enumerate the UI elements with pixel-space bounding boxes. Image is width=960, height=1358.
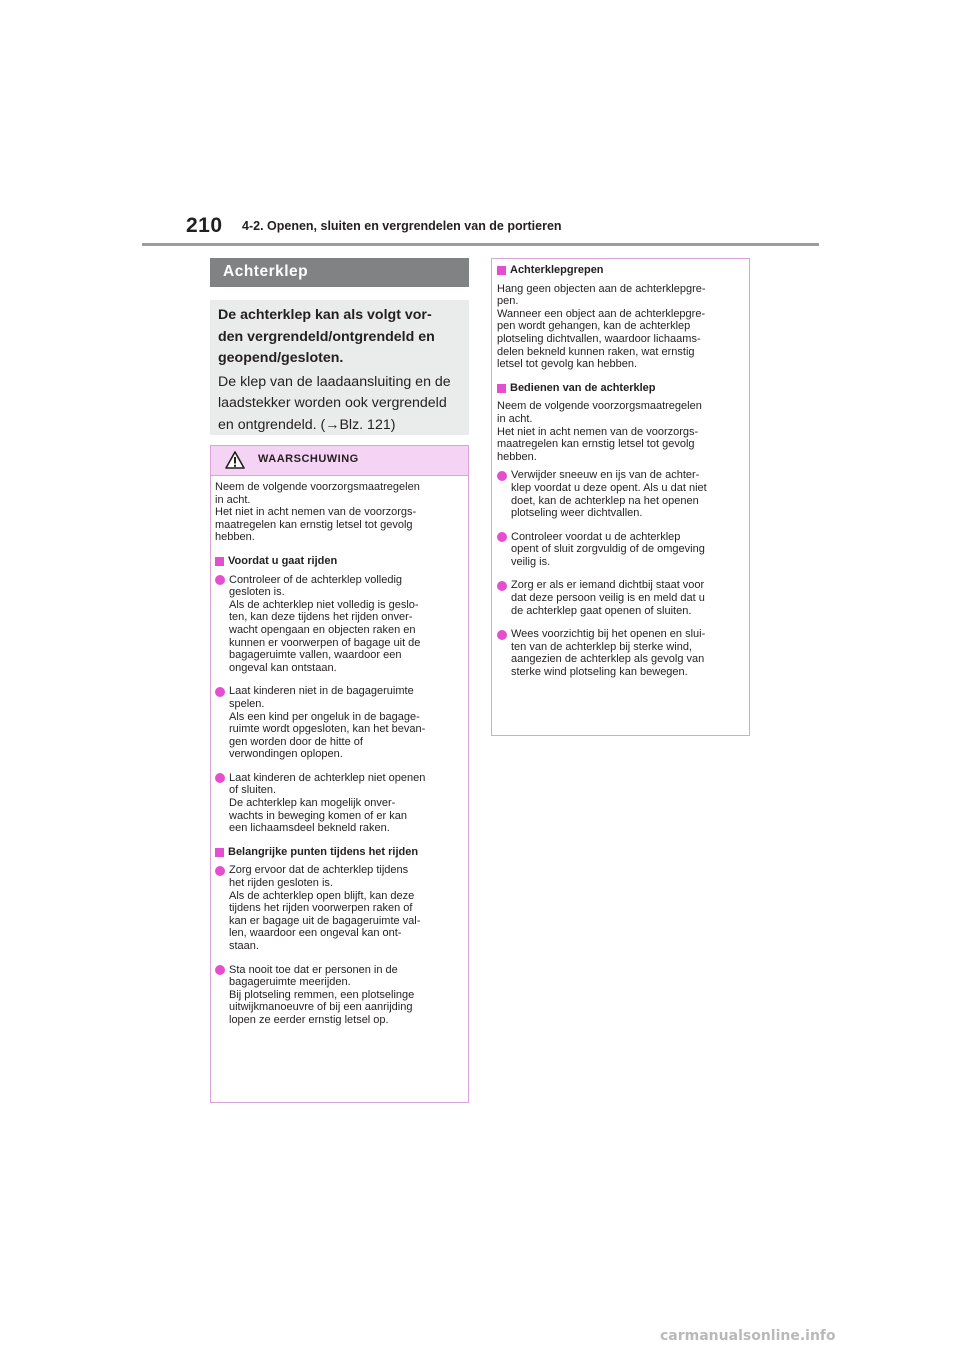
warning-header (211, 446, 468, 476)
side-subheading: Achterklepgrepen (497, 264, 745, 277)
round-bullet-icon (215, 773, 225, 783)
warning-bullet: Laat kinderen de achterklep niet openen of sluiten. De achterklep kan mogelijk onver- wachts in beweging komen of er kan een lichaamsdeel bekneld raken. (215, 772, 464, 835)
round-bullet-icon (215, 965, 225, 975)
header-rule (142, 243, 819, 246)
side-bullet: Wees voorzichtig bij het openen en slui- ten van de achterklep bij sterke wind, aangezien de achterklep als gevolg van sterke wind plotseling kan bewegen. (497, 628, 745, 678)
warning-bullet: Controleer of de achterklep volledig gesloten is. Als de achterklep niet volledig is geslo- ten, kan deze tijdens het rijden onver- wacht opengaan en objecten raken en kunnen er voorwerpen of bagage uit de bagageruimte vallen, waardoor een ongeval kan ontstaan. (215, 574, 464, 675)
round-bullet-icon (497, 471, 507, 481)
side-box (491, 258, 750, 736)
warning-box (210, 445, 469, 1103)
round-bullet-icon (215, 575, 225, 585)
round-bullet-icon (497, 581, 507, 591)
side-bullet: Zorg er als er iemand dichtbij staat voor dat deze persoon veilig is en meld dat u de achterklep gaat openen of sluiten. (497, 579, 745, 617)
side-text: Hang geen objecten aan de achterklepgre- pen. Wanneer een object aan de achterklepgre- pen wordt gehangen, kan de achterklep plotseling dichtvallen, waardoor lichaams- delen bekneld kunnen raken, wat ernstig letsel tot gevolg kan hebben. (497, 282, 706, 371)
page-number: 210 (186, 214, 223, 237)
warning-triangle-icon (225, 451, 245, 469)
round-bullet-icon (215, 687, 225, 697)
side-bullet: Verwijder sneeuw en ijs van de achter- klep voordat u deze opent. Als u dat niet doet, kan de achterklep na het openen plotseling weer dichtvallen. (497, 469, 745, 519)
warning-intro-text: Neem de volgende voorzorgsmaatregelen in acht. Het niet in acht nemen van de voorzorgs- maatregelen kan ernstig letsel tot gevolg hebben. (215, 481, 420, 544)
square-bullet-icon (215, 557, 224, 566)
round-bullet-icon (497, 532, 507, 542)
warning-title: WAARSCHUWING (258, 453, 359, 465)
warning-bullet: Zorg ervoor dat de achterklep tijdens het rijden gesloten is. Als de achterklep open blijft, kan deze tijdens het rijden voorwerpen raken of kan er bagage uit de bagageruimte val- len, waardoor een ongeval kan ont- staan. (215, 864, 464, 952)
side-subheading: Bedienen van de achterklep (497, 382, 745, 395)
warning-subheading: Belangrijke punten tijdens het rijden (215, 846, 464, 859)
warning-subheading: Voordat u gaat rijden (215, 555, 464, 568)
warning-bullet: Sta nooit toe dat er personen in de bagageruimte meerijden. Bij plotseling remmen, een plotselinge uitwijkmanoeuvre of bij een aanrijding lopen ze eerder ernstig letsel op. (215, 964, 464, 1027)
section-title: Achterklep (223, 263, 309, 280)
square-bullet-icon (497, 384, 506, 393)
intro-normal-text: De klep van de laadaansluiting en de laadstekker worden ook vergrendeld en ontgrendeld. (→Blz. 121) (218, 373, 451, 433)
round-bullet-icon (215, 866, 225, 876)
chapter-title: 4-2. Openen, sluiten en vergrendelen van de portieren (242, 219, 562, 233)
round-bullet-icon (497, 630, 507, 640)
square-bullet-icon (215, 848, 224, 857)
intro-box (210, 300, 469, 435)
side-bullet: Controleer voordat u de achterklep opent of sluit zorgvuldig of de omgeving veilig is. (497, 531, 745, 569)
square-bullet-icon (497, 266, 506, 275)
intro-bold-text: De achterklep kan als volgt vor- den vergrendeld/ontgrendeld en geopend/gesloten. (218, 307, 435, 366)
warning-bullet: Laat kinderen niet in de bagageruimte spelen. Als een kind per ongeluk in de bagage- ruimte wordt opgesloten, kan het bevan- gen worden door de hitte of verwondingen oplopen. (215, 685, 464, 761)
warning-body (211, 476, 468, 1027)
side-text: Neem de volgende voorzorgsmaatregelen in acht. Het niet in acht nemen van de voorzorgs- maatregelen kan ernstig letsel tot gevolg hebben. (497, 400, 702, 463)
watermark: carmanualsonline.info (660, 1328, 836, 1344)
